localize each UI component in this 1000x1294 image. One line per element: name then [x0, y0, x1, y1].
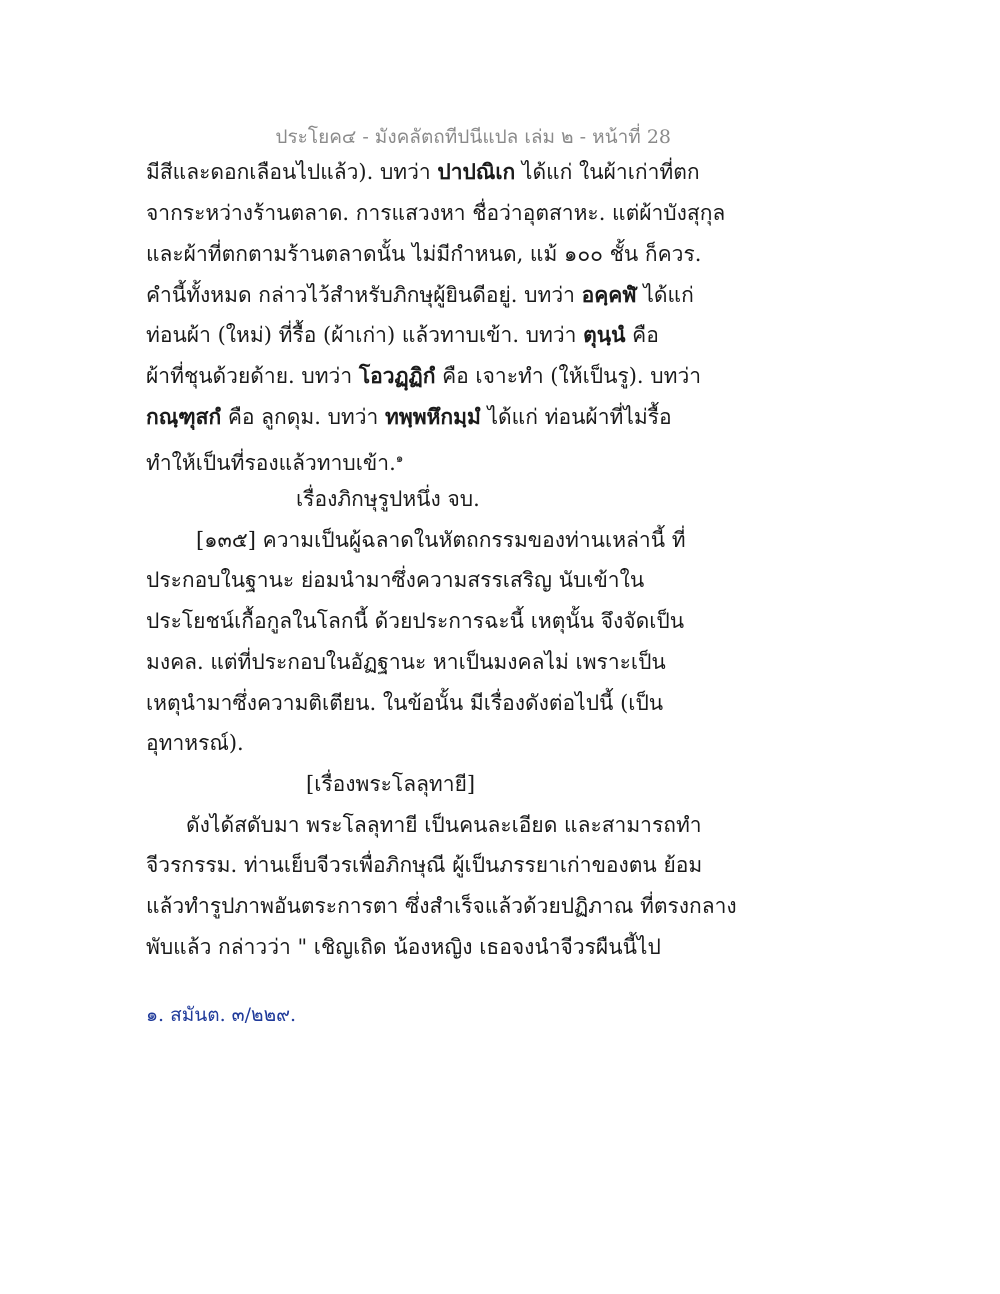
body-line — [146, 444, 403, 477]
line-text: คือ — [625, 323, 659, 347]
body-line: ประโยชน์เกื้อกูลในโลกนี้ ด้วยประการฉะนี้ เหตุนั้น จึงจัดเป็น — [146, 609, 685, 633]
footnote: ๑. สมันต. ๓/๒๒๙. — [146, 1004, 297, 1026]
bold-term: ตุนฺนํ — [583, 322, 626, 347]
line-text: ได้แก่ ในผ้าเก่าที่ตก — [515, 160, 700, 184]
body-line — [146, 362, 701, 390]
body-line — [146, 158, 700, 186]
line-text: ได้แก่ ท่อนผ้าที่ไม่รื้อ — [480, 405, 672, 429]
body-line — [146, 281, 694, 309]
line-text: ทำให้เป็นที่รองแล้วทาบเข้า. — [146, 451, 396, 475]
body-line: อุทาหรณ์). — [146, 731, 244, 755]
bold-term: ทพฺพหึกมฺมํ — [385, 404, 481, 429]
line-text: คือ เจาะทำ (ให้เป็นรู). บทว่า — [435, 364, 702, 388]
bold-term: กณฺฑุสกํ — [146, 404, 222, 429]
body-line — [146, 403, 672, 431]
body-line: ดังได้สดับมา พระโลลุทายี เป็นคนละเอียด และสามารถทำ — [186, 813, 702, 837]
line-text: ท่อนผ้า (ใหม่) ที่รื้อ (ผ้าเก่า) แล้วทาบเข้า. บทว่า — [146, 323, 584, 347]
running-header: ประโยค๔ - มังคลัตถทีปนีแปล เล่ม ๒ - หน้าที่ 28 — [275, 126, 671, 148]
line-text: ผ้าที่ชุนด้วยด้าย. บทว่า — [146, 364, 359, 388]
body-line: เหตุนำมาซึ่งความติเตียน. ในข้อนั้น มีเรื่องดังต่อไปนี้ (เป็น — [146, 691, 664, 715]
body-line: พับแล้ว กล่าวว่า " เชิญเถิด น้องหญิง เธอจงนำจีวรผืนนี้ไป — [146, 935, 661, 959]
section-title: [เรื่องพระโลลุทายี] — [306, 772, 476, 796]
line-text: คำนี้ทั้งหมด กล่าวไว้สำหรับภิกษุผู้ยินดีอยู่. บทว่า — [146, 283, 582, 307]
body-line: แล้วทำรูปภาพอันตระการตา ซึ่งสำเร็จแล้วด้วยปฏิภาณ ที่ตรงกลาง — [146, 894, 737, 918]
body-line: [๑๓๕] ความเป็นผู้ฉลาดในหัตถกรรมของท่านเหล่านี้ ที่ — [196, 528, 686, 552]
bold-term: โอวฏฺฏิกํ — [358, 363, 436, 388]
body-line: ประกอบในฐานะ ย่อมนำมาซึ่งความสรรเสริญ นับเข้าใน — [146, 568, 645, 592]
body-line: และผ้าที่ตกตามร้านตลาดนั้น ไม่มีกำหนด, แม้ ๑๐๐ ชั้น ก็ควร. — [146, 242, 702, 266]
line-text: มีสีและดอกเลือนไปแล้ว). บทว่า — [146, 160, 438, 184]
bold-term: ปาปณิเก — [437, 159, 516, 184]
body-line: มงคล. แต่ที่ประกอบในอัฏฐานะ หาเป็นมงคลไม่ เพราะเป็น — [146, 650, 666, 674]
line-text: ได้แก่ — [636, 283, 694, 307]
bold-term: อคฺคฬํ — [581, 282, 637, 307]
body-line — [146, 321, 659, 349]
story-end-title: เรื่องภิกษุรูปหนึ่ง จบ. — [296, 487, 480, 511]
line-text: คือ ลูกดุม. บทว่า — [221, 405, 386, 429]
body-line: จีวรกรรม. ท่านเย็บจีวรเพื่อภิกษุณี ผู้เป็นภรรยาเก่าของตน ย้อม — [146, 853, 703, 877]
footnote-marker: ๑ — [395, 451, 404, 465]
body-line: จากระหว่างร้านตลาด. การแสวงหา ชื่อว่าอุตสาหะ. แต่ผ้าบังสุกุล — [146, 201, 726, 225]
